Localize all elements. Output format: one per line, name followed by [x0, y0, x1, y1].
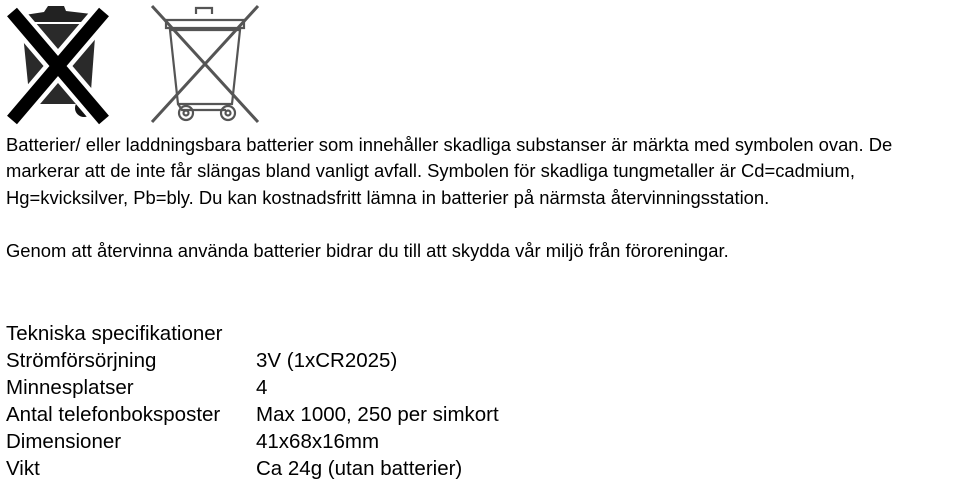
disposal-symbols: [0, 0, 270, 130]
spec-row-power: [6, 347, 499, 374]
spec-row-dimensions: [6, 428, 499, 455]
specifications-table: [6, 347, 499, 482]
battery-disposal-paragraph: Batterier/ eller laddningsbara batterier som innehåller skadliga substanser är märkta med symbolen ovan. De markerar att de inte får slängas bland vanligt avfall. Symbolen för skadliga tungmetaller är Cd=cadmium, Hg=kvicksilver, Pb=bly. Du kan kostnadsfritt lämna in batterier på närmsta återvinningsstation.: [6, 134, 893, 208]
spec-label: Strömförsörjning: [6, 349, 157, 372]
spec-label: Minnesplatser: [6, 376, 134, 399]
crossed-out-wheelie-bin-icon: [4, 0, 112, 128]
spec-row-phonebook: [6, 401, 499, 428]
spec-value: 3V (1xCR2025): [256, 349, 398, 372]
recycling-paragraph: Genom att återvinna använda batterier bidrar du till att skydda vår miljö från föroreningar.: [6, 240, 729, 262]
spec-row-weight: [6, 455, 499, 482]
weee-crossed-bin-icon: [146, 0, 264, 128]
spec-value: Ca 24g (utan batterier): [256, 457, 463, 480]
spec-label: Dimensioner: [6, 430, 122, 453]
spec-label: Antal telefonboksposter: [6, 403, 221, 426]
disposal-information: [6, 132, 956, 265]
spec-value: Max 1000, 250 per simkort: [256, 403, 499, 426]
spec-row-memory: [6, 374, 499, 401]
spec-value: 41x68x16mm: [256, 430, 380, 453]
spec-value: 4: [256, 376, 268, 399]
spec-label: Vikt: [6, 457, 40, 480]
specifications-title: Tekniska specifikationer: [6, 322, 223, 345]
